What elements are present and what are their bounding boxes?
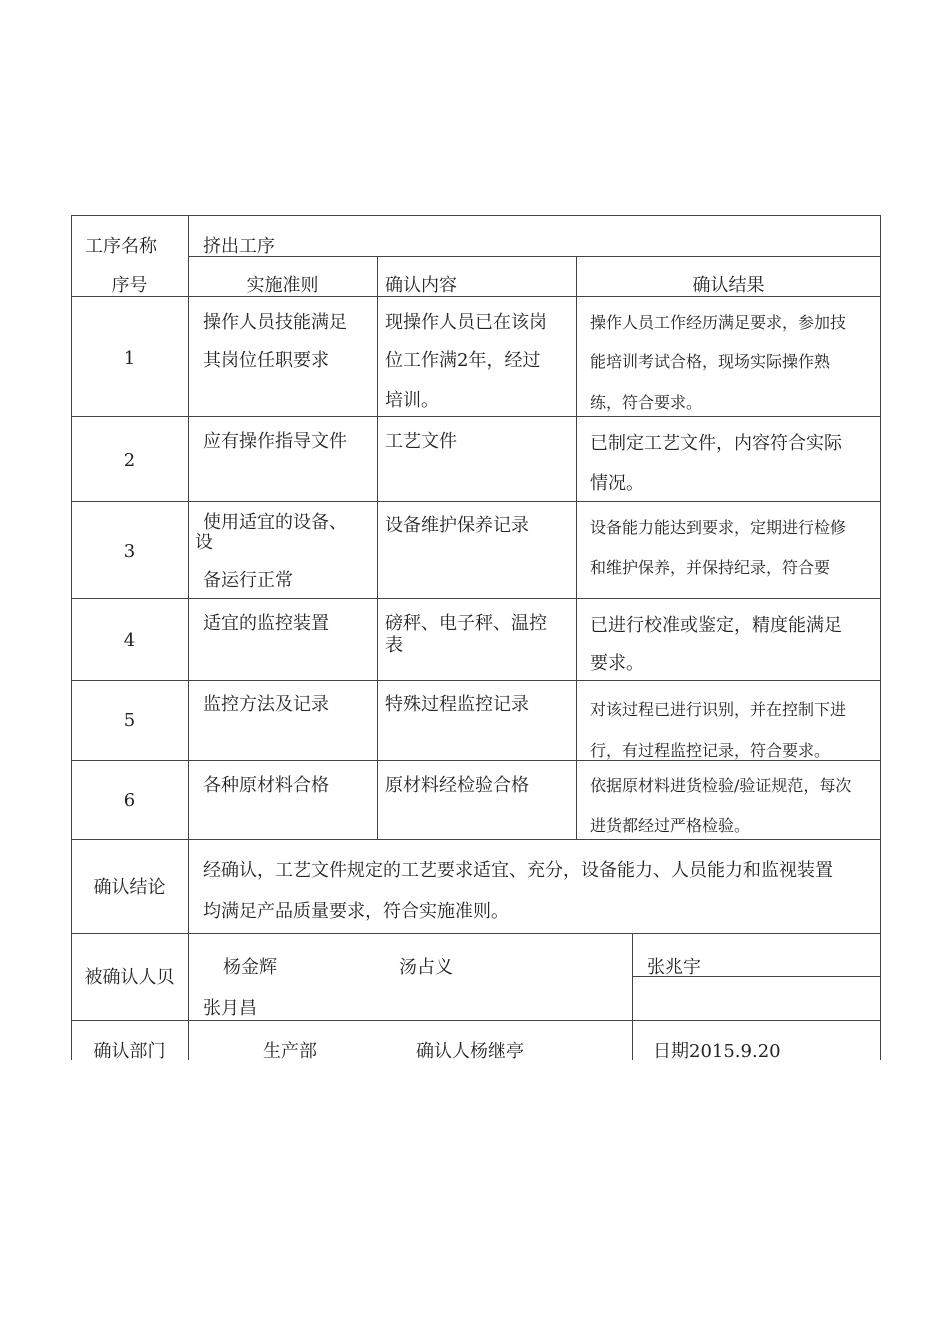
row6-result-2: 进货都经过严格检验。: [590, 816, 751, 835]
row3-criteria-3: 备运行正常: [203, 570, 293, 591]
row4-content-2: 表: [385, 635, 403, 656]
row5-content-1: 特殊过程监控记录: [385, 694, 529, 715]
row4-result-1: 已进行校准或鉴定，精度能满足: [590, 615, 842, 636]
row6-criteria-1: 各种原材料合格: [203, 775, 329, 796]
row1-content-1: 现操作人员已在该岗: [385, 312, 547, 333]
rule-row2: [71, 501, 881, 502]
row5-result-1: 对该过程已进行识别，并在控制下进: [590, 700, 847, 719]
row3-criteria-1: 使用适宜的设备、: [203, 512, 347, 533]
rule-row1: [71, 416, 881, 417]
confirmation-form: [71, 215, 881, 1060]
row3-result-1: 设备能力能达到要求，定期进行检修: [590, 518, 847, 537]
row4-result-2: 要求。: [590, 653, 644, 674]
col-header-no: 序号: [111, 275, 148, 296]
row2-criteria-1: 应有操作指导文件: [203, 431, 347, 452]
row3-no: 3: [123, 541, 136, 562]
row4-no: 4: [123, 630, 136, 651]
personnel-name-1: 杨金辉: [223, 957, 277, 978]
row3-criteria-2: 设: [195, 532, 213, 553]
personnel-name-3: 张兆宇: [647, 957, 701, 978]
row3-content-1: 设备维护保养记录: [385, 515, 529, 536]
row1-result-1: 操作人员工作经历满足要求，参加技: [590, 313, 847, 332]
row5-result-2: 行，有过程监控记录，符合要求。: [590, 741, 831, 760]
row4-criteria-1: 适宜的监控装置: [203, 613, 329, 634]
col-header-content: 确认内容: [385, 275, 457, 296]
rule-col1: [188, 215, 189, 1060]
row2-no: 2: [123, 450, 136, 471]
rule-conclusion: [71, 933, 881, 934]
row5-criteria-1: 监控方法及记录: [203, 694, 329, 715]
rule-top: [71, 215, 881, 216]
row1-criteria-2: 其岗位任职要求: [203, 350, 329, 371]
confirm-date: 日期2015.9.20: [653, 1041, 781, 1062]
row5-no: 5: [123, 710, 136, 731]
row1-result-2: 能培训考试合格，现场实际操作熟: [590, 352, 831, 371]
rule-personnel: [71, 1020, 881, 1021]
row1-no: 1: [123, 348, 136, 369]
personnel-name-4: 张月昌: [203, 998, 257, 1019]
personnel-label: 被确认人贝: [84, 967, 175, 988]
col-header-criteria: 实施准则: [246, 275, 319, 296]
conclusion-label: 确认结论: [93, 877, 166, 898]
rule-col2: [377, 256, 378, 840]
row1-result-3: 练，符合要求。: [590, 393, 703, 412]
rule-right: [880, 215, 881, 1060]
personnel-name-2: 汤占义: [399, 957, 453, 978]
rule-row4: [71, 680, 881, 681]
conclusion-line-2: 均满足产品质量要求，符合实施准则。: [203, 901, 509, 922]
row1-content-2: 位工作满2年，经过: [385, 350, 541, 371]
dept-label: 确认部门: [93, 1041, 166, 1062]
row6-result-1: 依据原材料进货检验/验证规范，每次: [590, 776, 852, 795]
rule-col-personnel: [632, 933, 633, 1060]
row1-content-3: 培训。: [385, 390, 439, 411]
row2-result-1: 已制定工艺文件，内容符合实际: [590, 433, 842, 454]
row2-result-2: 情况。: [590, 473, 644, 494]
row2-content-1: 工艺文件: [385, 431, 457, 452]
rule-row3: [71, 598, 881, 599]
process-label: 工序名称: [85, 236, 157, 257]
rule-header: [188, 256, 881, 257]
rule-row6: [71, 839, 881, 840]
col-header-result: 确认结果: [692, 275, 765, 296]
row6-content-1: 原材料经检验合格: [385, 775, 529, 796]
process-value: 挤出工序: [203, 236, 275, 257]
row3-result-2: 和维护保养，并保持纪录，符合要: [590, 558, 831, 577]
confirmer: 确认人杨继亭: [416, 1041, 524, 1062]
dept-value: 生产部: [263, 1041, 317, 1062]
row6-no: 6: [123, 790, 136, 811]
row4-content-1: 磅秤、电子秤、温控: [385, 613, 547, 634]
conclusion-line-1: 经确认，工艺文件规定的工艺要求适宜、充分，设备能力、人员能力和监视装置: [203, 860, 833, 881]
rule-col3: [576, 256, 577, 840]
row1-criteria-1: 操作人员技能满足: [203, 312, 347, 333]
